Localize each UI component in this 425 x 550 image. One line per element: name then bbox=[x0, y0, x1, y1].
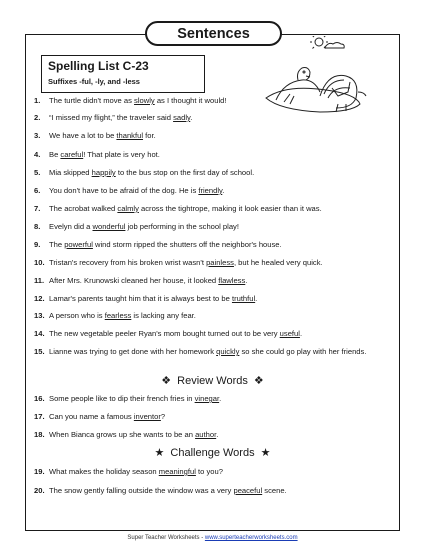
sentence-text: , but he healed very quick. bbox=[233, 258, 323, 267]
sentence-item bbox=[34, 222, 396, 233]
sentence-text: . bbox=[219, 394, 222, 403]
sentence-text: When Bianca grows up she wants to be an bbox=[49, 430, 196, 439]
sentence-item bbox=[34, 486, 396, 497]
sentence-text: to you? bbox=[195, 467, 223, 476]
sentence-number: 7. bbox=[34, 204, 41, 213]
spelling-word: calmly bbox=[117, 204, 139, 213]
sentence-number: 5. bbox=[34, 168, 41, 177]
sentence-number: 16. bbox=[34, 394, 45, 403]
sentence-text: scene. bbox=[262, 486, 287, 495]
sentence-number: 12. bbox=[34, 294, 45, 303]
sentence-text: across the tightrope, making it look easier than it was. bbox=[138, 204, 322, 213]
spelling-list-subtitle: Suffixes -ful, -ly, and -less bbox=[48, 77, 140, 86]
sentence-text: ! That plate is very hot. bbox=[83, 150, 160, 159]
sentence-text: The bbox=[49, 240, 65, 249]
sentence-text: Be bbox=[49, 150, 61, 159]
sentence-number: 14. bbox=[34, 329, 45, 338]
sentence-number: 4. bbox=[34, 150, 41, 159]
sentence-item bbox=[34, 467, 396, 478]
sentence-item bbox=[34, 294, 396, 305]
sentence-text: Evelyn did a bbox=[49, 222, 93, 231]
diamond-icon: ❖ bbox=[253, 375, 264, 387]
star-icon: ★ bbox=[260, 447, 271, 459]
spelling-word: inventor bbox=[133, 412, 161, 421]
sentence-item bbox=[34, 113, 396, 124]
challenge-words-heading bbox=[25, 446, 400, 459]
sentence-item bbox=[34, 276, 396, 287]
sentence-text: ? bbox=[160, 412, 166, 421]
footer-link[interactable]: www.superteacherworksheets.com bbox=[204, 535, 298, 541]
sentence-text: . bbox=[190, 113, 193, 122]
star-icon: ★ bbox=[154, 447, 165, 459]
sentence-text: for. bbox=[143, 131, 156, 140]
sentence-text: . bbox=[216, 430, 219, 439]
sentence-text: A person who is bbox=[49, 311, 105, 320]
sentence-text: Some people like to dip their french fries in bbox=[49, 394, 195, 403]
sentence-number: 15. bbox=[34, 347, 45, 356]
sentence-number: 1. bbox=[34, 96, 41, 105]
spelling-list-header bbox=[41, 55, 205, 93]
challenge-words-title: Challenge Words bbox=[170, 446, 255, 459]
sentence-text: We have a lot to be bbox=[49, 131, 117, 140]
sentence-item bbox=[34, 240, 396, 251]
spelling-word: vinegar bbox=[194, 394, 220, 403]
spelling-word: powerful bbox=[64, 240, 93, 249]
sentence-number: 3. bbox=[34, 131, 41, 140]
spelling-list-title: Spelling List C-23 bbox=[48, 59, 149, 73]
sentence-text: Lamar's parents taught him that it is always best to be bbox=[49, 294, 232, 303]
spelling-word: careful bbox=[60, 150, 84, 159]
spelling-word: peaceful bbox=[233, 486, 263, 495]
sentence-text: . bbox=[255, 294, 258, 303]
sentence-number: 19. bbox=[34, 467, 45, 476]
sentence-item bbox=[34, 131, 396, 142]
spelling-word: wonderful bbox=[92, 222, 126, 231]
page-title: Sentences bbox=[145, 21, 282, 46]
review-words-title: Review Words bbox=[177, 374, 248, 387]
sentence-item bbox=[34, 150, 396, 161]
spelling-word: truthful bbox=[231, 294, 256, 303]
sentence-item bbox=[34, 430, 396, 441]
footer-text: Super Teacher Worksheets - bbox=[127, 535, 205, 541]
sentence-text: What makes the holiday season bbox=[49, 467, 159, 476]
sentence-number: 8. bbox=[34, 222, 41, 231]
footer bbox=[0, 535, 425, 541]
sentence-number: 9. bbox=[34, 240, 41, 249]
sentence-item bbox=[34, 311, 396, 322]
sentence-text: Tristan's recovery from his broken wrist wasn't bbox=[49, 258, 207, 267]
sentence-number: 2. bbox=[34, 113, 41, 122]
spelling-word: painless bbox=[206, 258, 234, 267]
spelling-word: fearless bbox=[104, 311, 132, 320]
sentence-text: is lacking any fear. bbox=[131, 311, 196, 320]
sentence-item bbox=[34, 96, 396, 107]
sentence-text: . bbox=[222, 186, 225, 195]
spelling-word: friendly bbox=[198, 186, 223, 195]
spelling-word: author bbox=[195, 430, 217, 439]
sentence-number: 6. bbox=[34, 186, 41, 195]
sentence-text: Can you name a famous bbox=[49, 412, 134, 421]
sentence-text: The acrobat walked bbox=[49, 204, 118, 213]
review-words-heading bbox=[25, 374, 400, 387]
sentence-text: wind storm ripped the shutters off the neighbor's house. bbox=[92, 240, 282, 249]
sentence-item bbox=[34, 168, 396, 179]
diamond-icon: ❖ bbox=[161, 375, 172, 387]
sentence-item bbox=[34, 258, 396, 269]
spelling-word: flawless bbox=[218, 276, 246, 285]
sentence-text: You don't have to be afraid of the dog. He is bbox=[49, 186, 199, 195]
sentence-text: Lianne was trying to get done with her homework bbox=[49, 347, 217, 356]
spelling-word: thankful bbox=[116, 131, 144, 140]
spelling-word: useful bbox=[279, 329, 300, 338]
spelling-word: quickly bbox=[216, 347, 240, 356]
sentence-text: job performing in the school play! bbox=[125, 222, 239, 231]
sentence-text: Mia skipped bbox=[49, 168, 92, 177]
sentence-number: 17. bbox=[34, 412, 45, 421]
sentence-text: The snow gently falling outside the window was a very bbox=[49, 486, 234, 495]
sentence-text: The turtle didn't move as bbox=[49, 96, 135, 105]
sentence-number: 18. bbox=[34, 430, 45, 439]
sentence-text: The new vegetable peeler Ryan's mom bought turned out to be very bbox=[49, 329, 280, 338]
spelling-word: meaningful bbox=[158, 467, 196, 476]
sentence-item bbox=[34, 204, 396, 215]
sentence-text: . bbox=[299, 329, 303, 338]
spelling-word: sadly bbox=[173, 113, 191, 122]
sentence-item bbox=[34, 329, 396, 340]
sentence-text: to the bus stop on the first day of school. bbox=[115, 168, 255, 177]
sentence-item bbox=[34, 412, 396, 423]
sentence-text: as I thought it would! bbox=[154, 96, 227, 105]
sentence-number: 10. bbox=[34, 258, 45, 267]
sentence-number: 13. bbox=[34, 311, 45, 320]
sentence-text: . bbox=[245, 276, 248, 285]
sentence-text: “I missed my flight,” the traveler said bbox=[49, 113, 174, 122]
sentence-item bbox=[34, 394, 396, 405]
sentence-text: so she could go play with her friends. bbox=[239, 347, 367, 356]
spelling-word: slowly bbox=[134, 96, 155, 105]
sentence-item bbox=[34, 347, 396, 358]
spelling-word: happily bbox=[91, 168, 116, 177]
sentence-item bbox=[34, 186, 396, 197]
sentence-number: 20. bbox=[34, 486, 45, 495]
sentence-text: After Mrs. Krunowski cleaned her house, it looked bbox=[49, 276, 219, 285]
sentence-number: 11. bbox=[34, 276, 45, 285]
